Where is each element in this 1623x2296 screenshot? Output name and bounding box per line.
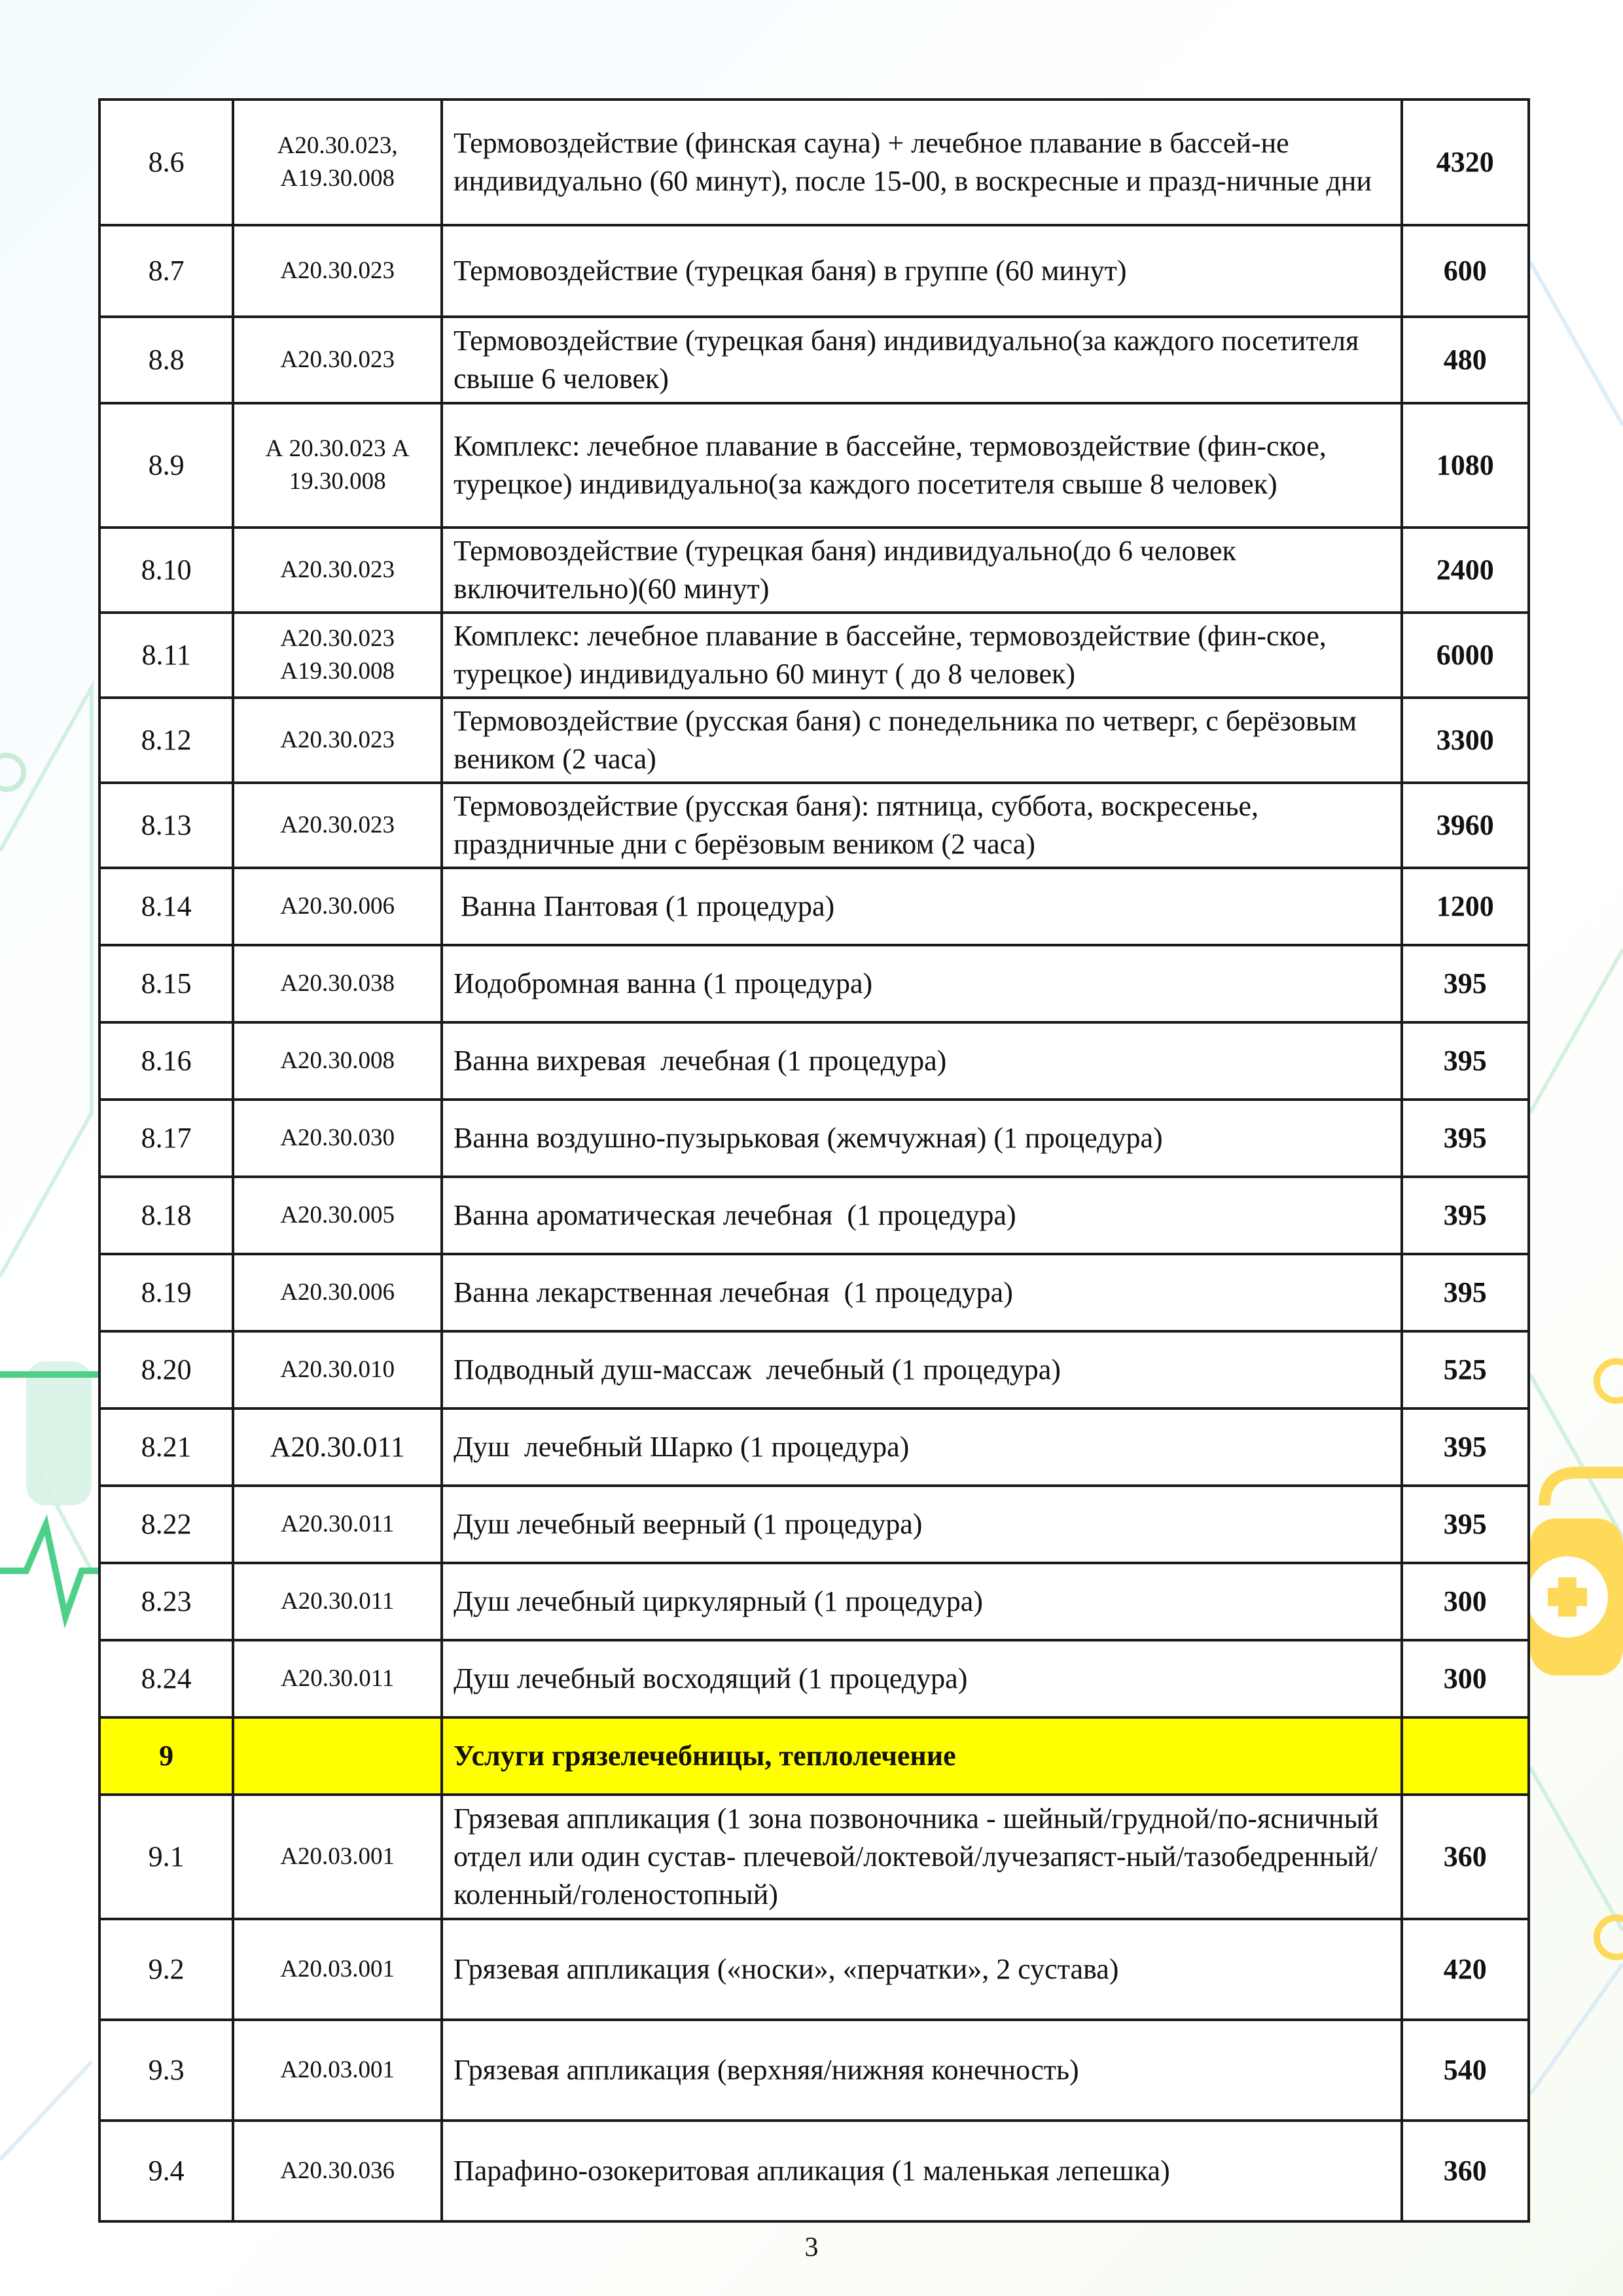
- table-row: [99, 868, 1529, 945]
- service-code: A20.30.023: [233, 783, 442, 868]
- service-number: 8.24: [99, 1640, 233, 1717]
- service-price: 6000: [1402, 613, 1529, 698]
- service-code: A20.30.023: [233, 225, 442, 317]
- service-code: A20.30.036: [233, 2121, 442, 2221]
- service-name: Ванна ароматическая лечебная (1 процедура): [442, 1177, 1402, 1254]
- service-price: 3300: [1402, 698, 1529, 783]
- service-price: 525: [1402, 1331, 1529, 1408]
- service-code: A20.30.008: [233, 1022, 442, 1100]
- table-row: [99, 1486, 1529, 1563]
- service-number: 9.2: [99, 1919, 233, 2020]
- service-code: A20.30.023: [233, 317, 442, 403]
- section-number: 9: [99, 1717, 233, 1795]
- section-title: Услуги грязелечебницы, теплолечение: [442, 1717, 1402, 1795]
- service-code: A20.30.023 A19.30.008: [233, 613, 442, 698]
- section-code: [233, 1717, 442, 1795]
- service-price: 420: [1402, 1919, 1529, 2020]
- service-price: 395: [1402, 945, 1529, 1022]
- service-price: 395: [1402, 1254, 1529, 1331]
- service-code: A20.03.001: [233, 1795, 442, 1919]
- service-name: Душ лечебный Шарко (1 процедура): [442, 1408, 1402, 1486]
- table-row: [99, 99, 1529, 225]
- service-code: A20.30.023: [233, 698, 442, 783]
- service-number: 8.7: [99, 225, 233, 317]
- service-name: Ванна вихревая лечебная (1 процедура): [442, 1022, 1402, 1100]
- service-name: Термовоздействие (финская сауна) + лечебное плавание в бассей-не индивидуально (60 минут), после 15-00, в воскресные и празд-ничные дни: [442, 99, 1402, 225]
- service-code: A20.30.030: [233, 1100, 442, 1177]
- table-row: [99, 945, 1529, 1022]
- table-row: [99, 403, 1529, 528]
- service-number: 8.16: [99, 1022, 233, 1100]
- table-row: [99, 1795, 1529, 1919]
- service-name: Термовоздействие (турецкая баня) индивидуально(до 6 человек включительно)(60 минут): [442, 528, 1402, 613]
- service-price: 540: [1402, 2020, 1529, 2121]
- table-row: [99, 528, 1529, 613]
- service-code: A20.30.010: [233, 1331, 442, 1408]
- table-row: [99, 1563, 1529, 1640]
- service-name: Душ лечебный восходящий (1 процедура): [442, 1640, 1402, 1717]
- service-number: 8.20: [99, 1331, 233, 1408]
- service-price: 395: [1402, 1100, 1529, 1177]
- service-name: Ванна воздушно-пузырьковая (жемчужная) (1 процедура): [442, 1100, 1402, 1177]
- service-name: Комплекс: лечебное плавание в бассейне, термовоздействие (фин-ское, турецкое) индивидуально 60 минут ( до 8 человек): [442, 613, 1402, 698]
- service-number: 8.18: [99, 1177, 233, 1254]
- service-price: 300: [1402, 1640, 1529, 1717]
- table-row: [99, 317, 1529, 403]
- service-price: 1080: [1402, 403, 1529, 528]
- table-row: [99, 1919, 1529, 2020]
- price-table: [98, 98, 1530, 2223]
- page-number: 3: [804, 2233, 819, 2263]
- service-code: A20.30.011: [233, 1408, 442, 1486]
- service-name: Иодобромная ванна (1 процедура): [442, 945, 1402, 1022]
- service-price: 1200: [1402, 868, 1529, 945]
- service-name: Парафино-озокеритовая апликация (1 маленькая лепешка): [442, 2121, 1402, 2221]
- service-number: 8.8: [99, 317, 233, 403]
- service-name: Подводный душ-массаж лечебный (1 процедура): [442, 1331, 1402, 1408]
- service-price: 480: [1402, 317, 1529, 403]
- service-name: Ванна лекарственная лечебная (1 процедура): [442, 1254, 1402, 1331]
- service-number: 8.6: [99, 99, 233, 225]
- service-number: 8.14: [99, 868, 233, 945]
- service-name: Термовоздействие (русская баня) с понедельника по четверг, с берёзовым веником (2 часа): [442, 698, 1402, 783]
- medical-kit-icon: [1527, 1473, 1623, 1676]
- service-price: 360: [1402, 2121, 1529, 2221]
- table-row: [99, 1408, 1529, 1486]
- service-name: Термовоздействие (русская баня): пятница, суббота, воскресенье, праздничные дни с берёзовым веником (2 часа): [442, 783, 1402, 868]
- table-row: [99, 613, 1529, 698]
- service-number: 8.17: [99, 1100, 233, 1177]
- service-code: A20.30.023, A19.30.008: [233, 99, 442, 225]
- service-name: Грязевая аппликация («носки», «перчатки», 2 сустава): [442, 1919, 1402, 2020]
- service-code: A20.30.011: [233, 1640, 442, 1717]
- service-number: 8.15: [99, 945, 233, 1022]
- service-number: 8.13: [99, 783, 233, 868]
- service-name: Грязевая аппликация (верхняя/нижняя конечность): [442, 2020, 1402, 2121]
- table-row: [99, 1022, 1529, 1100]
- service-price: 360: [1402, 1795, 1529, 1919]
- service-number: 9.3: [99, 2020, 233, 2121]
- service-code: А 20.30.023 А 19.30.008: [233, 403, 442, 528]
- service-number: 8.22: [99, 1486, 233, 1563]
- table-row: [99, 2121, 1529, 2221]
- service-code: A20.30.006: [233, 1254, 442, 1331]
- service-number: 9.4: [99, 2121, 233, 2221]
- service-name: Термовоздействие (турецкая баня) индивидуально(за каждого посетителя свыше 6 человек): [442, 317, 1402, 403]
- service-code: A20.30.005: [233, 1177, 442, 1254]
- service-number: 8.23: [99, 1563, 233, 1640]
- service-number: 8.19: [99, 1254, 233, 1331]
- table-row: [99, 1100, 1529, 1177]
- service-number: 8.21: [99, 1408, 233, 1486]
- service-price: 4320: [1402, 99, 1529, 225]
- service-code: A20.03.001: [233, 2020, 442, 2121]
- service-name: Термовоздействие (турецкая баня) в группе (60 минут): [442, 225, 1402, 317]
- table-row: [99, 1177, 1529, 1254]
- service-price: 3960: [1402, 783, 1529, 868]
- service-code: A20.30.023: [233, 528, 442, 613]
- table-row: [99, 225, 1529, 317]
- service-price: 600: [1402, 225, 1529, 317]
- table-row: [99, 783, 1529, 868]
- service-price: 300: [1402, 1563, 1529, 1640]
- service-number: 8.9: [99, 403, 233, 528]
- heartbeat-line-icon: [0, 1525, 98, 1617]
- service-number: 8.11: [99, 613, 233, 698]
- service-code: A20.30.011: [233, 1486, 442, 1563]
- service-name: Комплекс: лечебное плавание в бассейне, термовоздействие (фин-ское, турецкое) индивидуально(за каждого посетителя свыше 8 человек): [442, 403, 1402, 528]
- table-row: [99, 698, 1529, 783]
- service-number: 8.12: [99, 698, 233, 783]
- service-price: 2400: [1402, 528, 1529, 613]
- table-row: [99, 1331, 1529, 1408]
- section-price: [1402, 1717, 1529, 1795]
- service-price: 395: [1402, 1408, 1529, 1486]
- service-price: 395: [1402, 1486, 1529, 1563]
- service-name: Душ лечебный веерный (1 процедура): [442, 1486, 1402, 1563]
- table-row: [99, 1640, 1529, 1717]
- table-row: [99, 1254, 1529, 1331]
- service-name: Ванна Пантовая (1 процедура): [442, 868, 1402, 945]
- section-header-row: [99, 1717, 1529, 1795]
- service-code: A20.30.038: [233, 945, 442, 1022]
- service-number: 9.1: [99, 1795, 233, 1919]
- service-price: 395: [1402, 1177, 1529, 1254]
- service-price: 395: [1402, 1022, 1529, 1100]
- service-code: A20.03.001: [233, 1919, 442, 2020]
- service-name: Грязевая аппликация (1 зона позвоночника - шейный/грудной/по-ясничный отдел или один сустав- плечевой/локтевой/лучезапяст-ный/тазобедренный/коленный/голеностопный): [442, 1795, 1402, 1919]
- service-code: A20.30.011: [233, 1563, 442, 1640]
- service-name: Душ лечебный циркулярный (1 процедура): [442, 1563, 1402, 1640]
- service-number: 8.10: [99, 528, 233, 613]
- service-code: A20.30.006: [233, 868, 442, 945]
- table-row: [99, 2020, 1529, 2121]
